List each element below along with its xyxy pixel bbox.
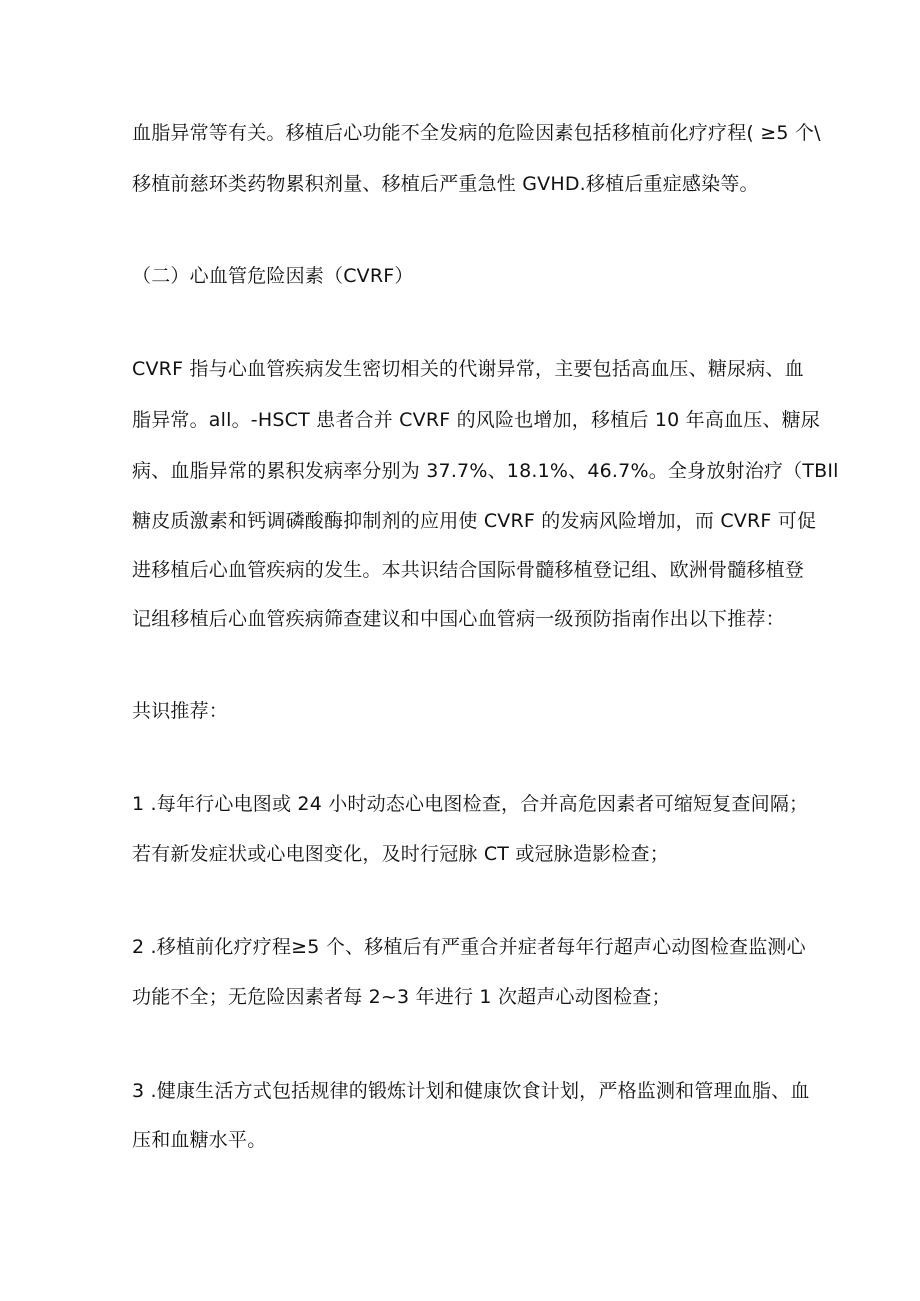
recommendation-1-line-1: 1 .每年行心电图或 24 小时动态心电图检查，合并高危因素者可缩短复查间隔； (132, 793, 809, 815)
recommendation-1-line-2: 若有新发症状或心电图变化，及时行冠脉 CT 或冠脉造影检查； (132, 843, 669, 865)
recommendation-2-line-2: 功能不全；无危险因素者每 2~3 年进行 1 次超声心动图检查； (132, 986, 671, 1008)
intro-line-2: 移植前慈环类药物累积剂量、移植后严重急性 GVHD.移植后重症感染等。 (132, 173, 759, 195)
body-line-4: 糖皮质激素和钙调磷酸酶抑制剂的应用使 CVRF 的发病风险增加，而 CVRF 可促 (132, 510, 817, 532)
recommendation-3-line-1: 3 .健康生活方式包括规律的锻炼计划和健康饮食计划，严格监测和管理血脂、血 (132, 1080, 810, 1102)
recommendation-3-line-2: 压和血糖水平。 (132, 1129, 267, 1151)
body-line-1: CVRF 指与心血管疾病发生密切相关的代谢异常，主要包括高血压、糖尿病、血 (132, 358, 804, 380)
recommendation-2-line-1: 2 .移植前化疗疗程≥5 个、移植后有严重合并症者每年行超声心动图检查监测心 (132, 936, 806, 958)
body-line-2: 脂异常。all。-HSCT 患者合并 CVRF 的风险也增加，移植后 10 年高血压、糖尿 (132, 409, 821, 431)
body-line-3: 病、血脂异常的累积发病率分别为 37.7%、18.1%、46.7%。全身放射治疗（TBIl (132, 460, 839, 482)
section-heading: （二）心血管危险因素（CVRF） (132, 265, 414, 287)
consensus-label: 共识推荐： (132, 700, 229, 722)
body-line-5: 进移植后心血管疾病的发生。本共识结合国际骨髓移植登记组、欧洲骨髓移植登 (132, 559, 805, 581)
body-line-6: 记组移植后心血管疾病筛查建议和中国心血管病一级预防指南作出以下推荐： (132, 608, 785, 630)
intro-line-1: 血脂异常等有关。移植后心功能不全发病的危险因素包括移植前化疗疗程( ≥5 个\ (132, 122, 821, 144)
